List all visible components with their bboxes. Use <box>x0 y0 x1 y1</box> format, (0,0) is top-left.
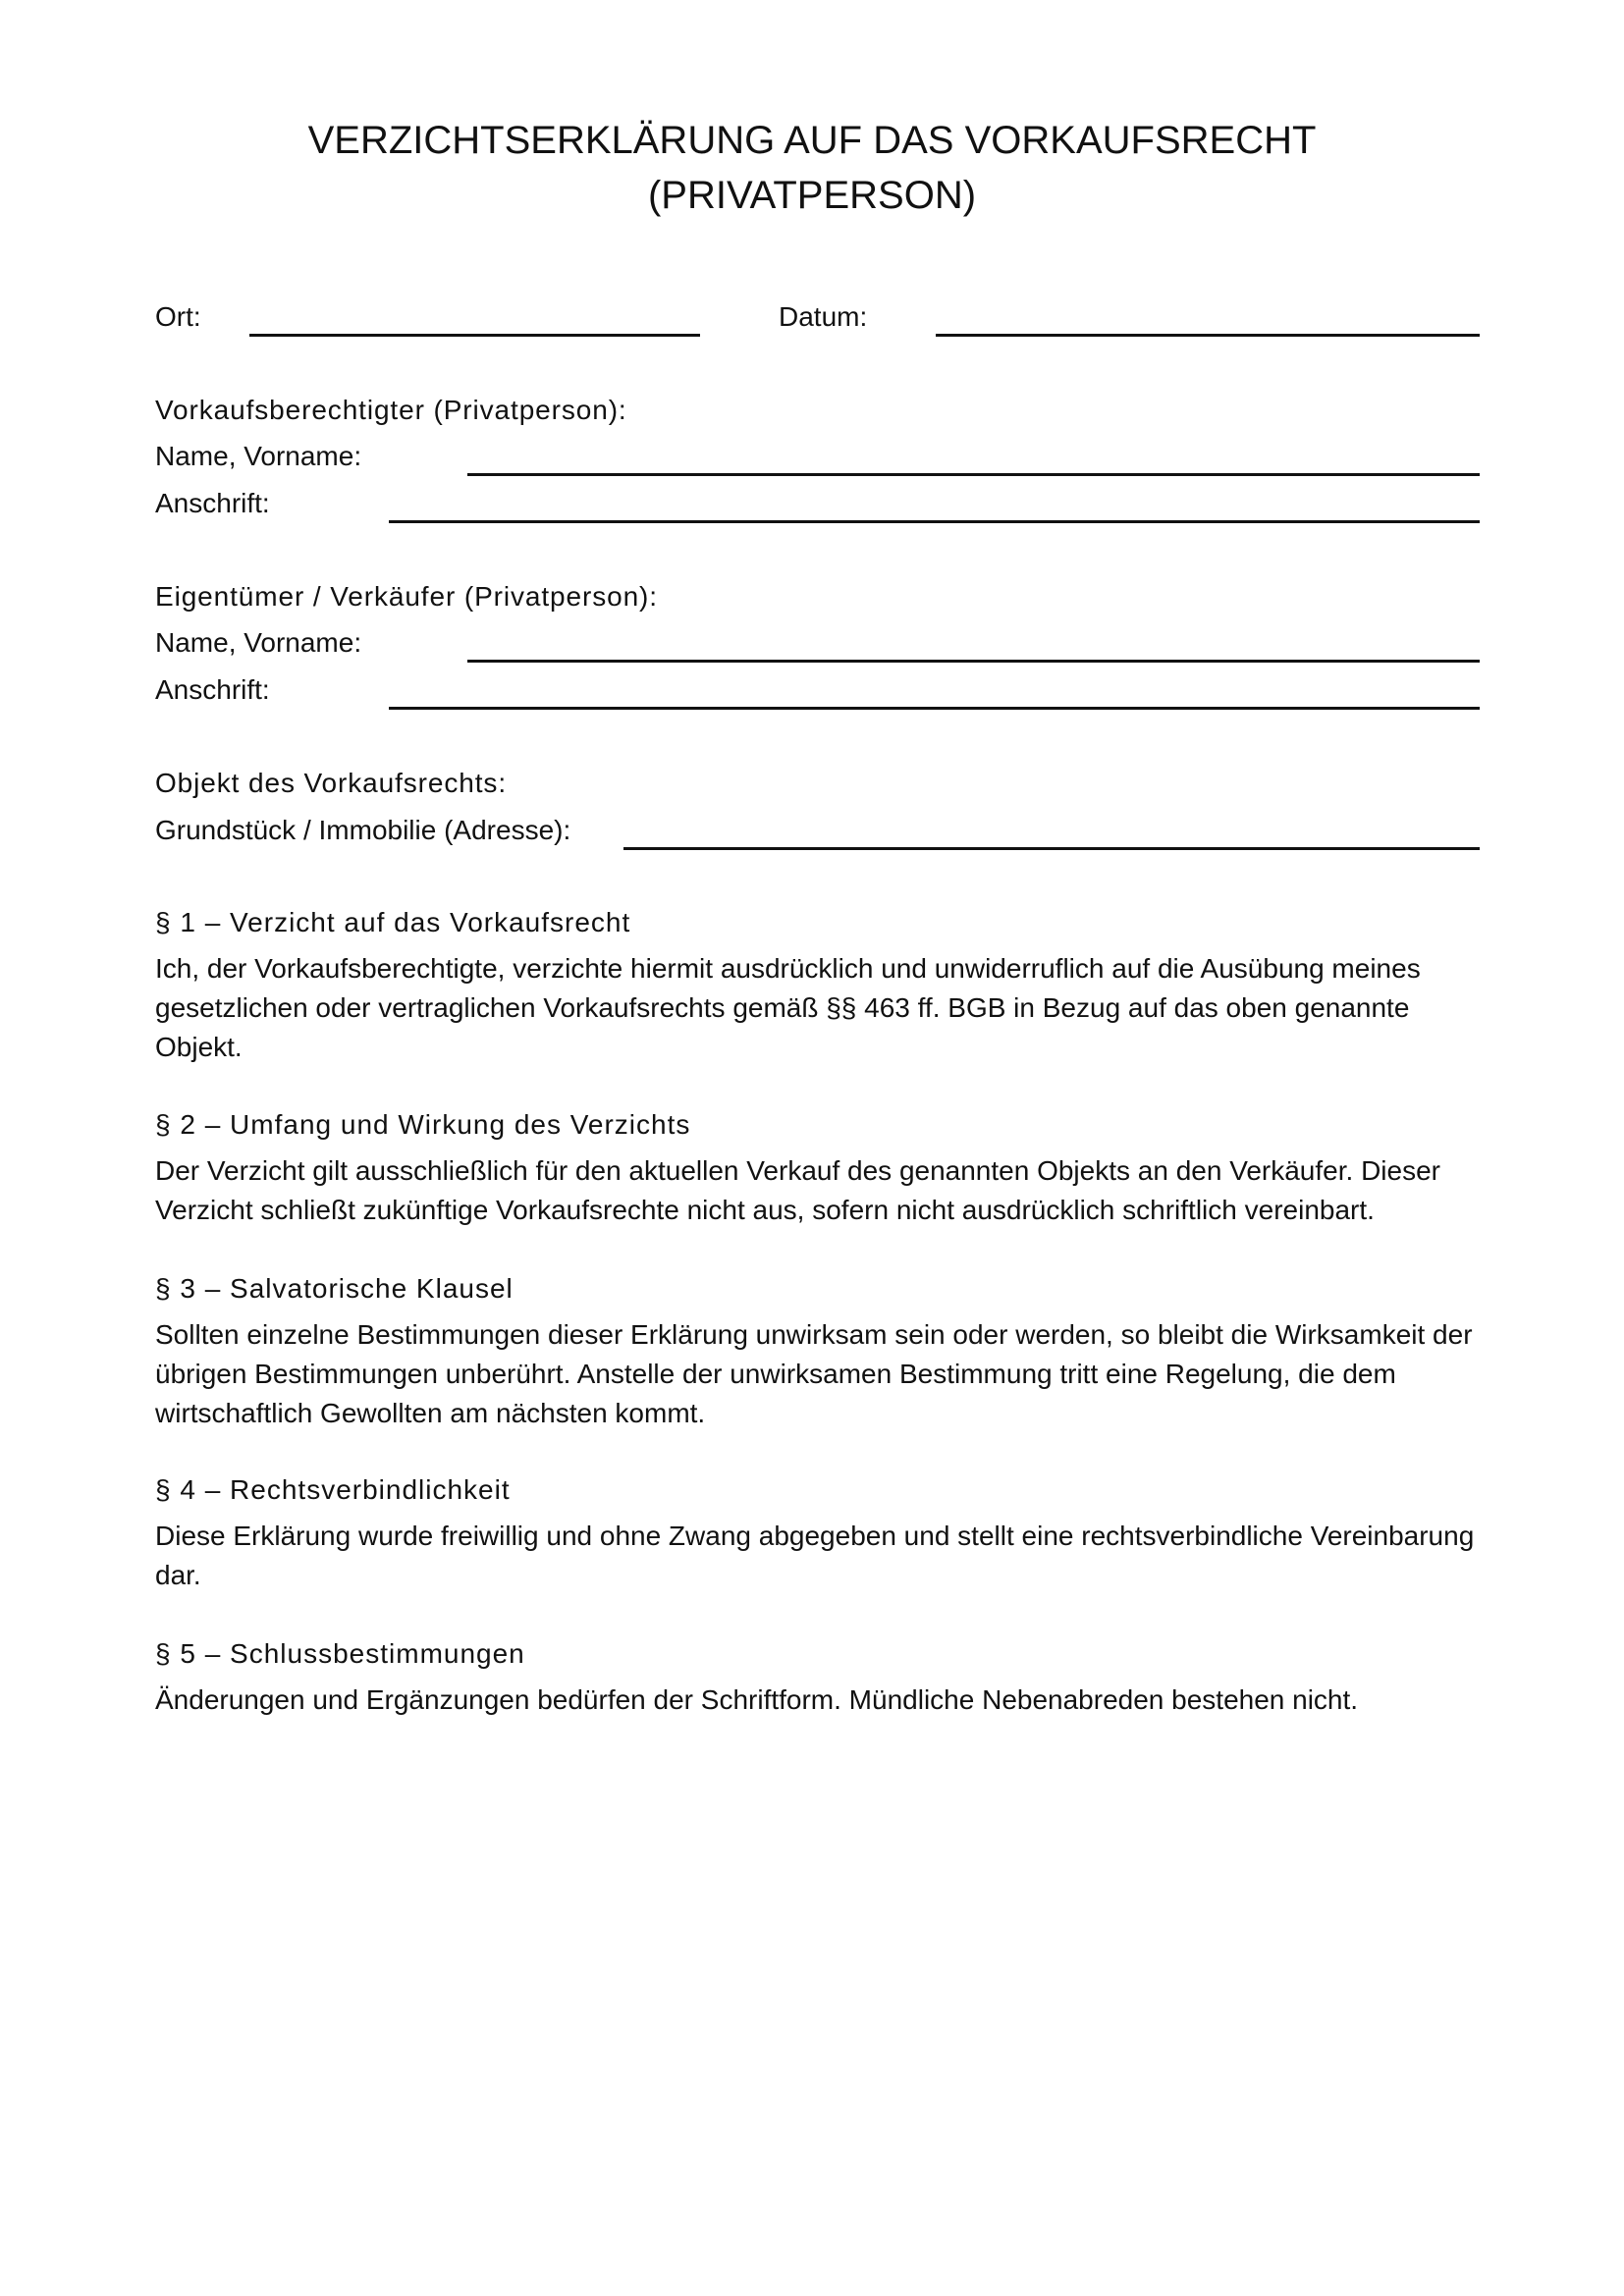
object-heading: Objekt des Vorkaufsrechts: <box>155 768 508 798</box>
section-2-body: Der Verzicht gilt ausschließlich für den aktuellen Verkauf des genannten Objekts an den Verkäufer. Dieser Verzicht schließt zukünftige Vorkaufsrechte nicht aus, sofern nicht ausdrücklich schriftlich vereinbart. <box>155 1155 1440 1225</box>
section-5-body: Änderungen und Ergänzungen bedürfen der Schriftform. Mündliche Nebenabreden bestehen nicht. <box>155 1684 1359 1715</box>
section-1-body: Ich, der Vorkaufsberechtigte, verzichte hiermit ausdrücklich und unwiderruflich auf die Ausübung meines gesetzlichen oder vertraglichen Vorkaufsrechts gemäß §§ 463 ff. BGB in Bezug auf das oben genannte Objekt. <box>155 953 1421 1062</box>
section-5-heading: § 5 – Schlussbestimmungen <box>155 1638 525 1669</box>
place-field-line[interactable] <box>249 334 700 337</box>
holder-name-field-line[interactable] <box>467 473 1480 476</box>
holder-name-label: Name, Vorname: <box>155 441 362 471</box>
section-4-heading: § 4 – Rechtsverbindlichkeit <box>155 1474 511 1505</box>
section-3-heading: § 3 – Salvatorische Klausel <box>155 1273 514 1304</box>
property-field-line[interactable] <box>623 847 1480 850</box>
section-4-body: Diese Erklärung wurde freiwillig und ohne Zwang abgegeben und stellt eine rechtsverbindliche Vereinbarung dar. <box>155 1521 1475 1590</box>
property-label: Grundstück / Immobilie (Adresse): <box>155 815 571 845</box>
holder-heading: Vorkaufsberechtigter (Privatperson): <box>155 395 627 425</box>
holder-address-label: Anschrift: <box>155 488 270 518</box>
section-1-heading: § 1 – Verzicht auf das Vorkaufsrecht <box>155 907 631 937</box>
holder-address-field-line[interactable] <box>389 520 1480 523</box>
section-2-heading: § 2 – Umfang und Wirkung des Verzichts <box>155 1109 691 1140</box>
owner-address-field-line[interactable] <box>389 707 1480 710</box>
place-label: Ort: <box>155 301 201 332</box>
date-field-line[interactable] <box>936 334 1480 337</box>
owner-heading: Eigentümer / Verkäufer (Privatperson): <box>155 581 658 612</box>
document-subtitle: (PRIVATPERSON) <box>647 174 977 217</box>
date-label: Datum: <box>779 301 868 332</box>
owner-name-field-line[interactable] <box>467 660 1480 663</box>
owner-name-label: Name, Vorname: <box>155 627 362 658</box>
section-3-body: Sollten einzelne Bestimmungen dieser Erklärung unwirksam sein oder werden, so bleibt die Wirksamkeit der übrigen Bestimmungen unberührt. Anstelle der unwirksamen Bestimmung tritt eine Regelung, die dem wirtschaftlich Gewollten am nächsten kommt. <box>155 1319 1473 1428</box>
owner-address-label: Anschrift: <box>155 674 270 705</box>
document-title: VERZICHTSERKLÄRUNG AUF DAS VORKAUFSRECHT <box>307 119 1317 162</box>
